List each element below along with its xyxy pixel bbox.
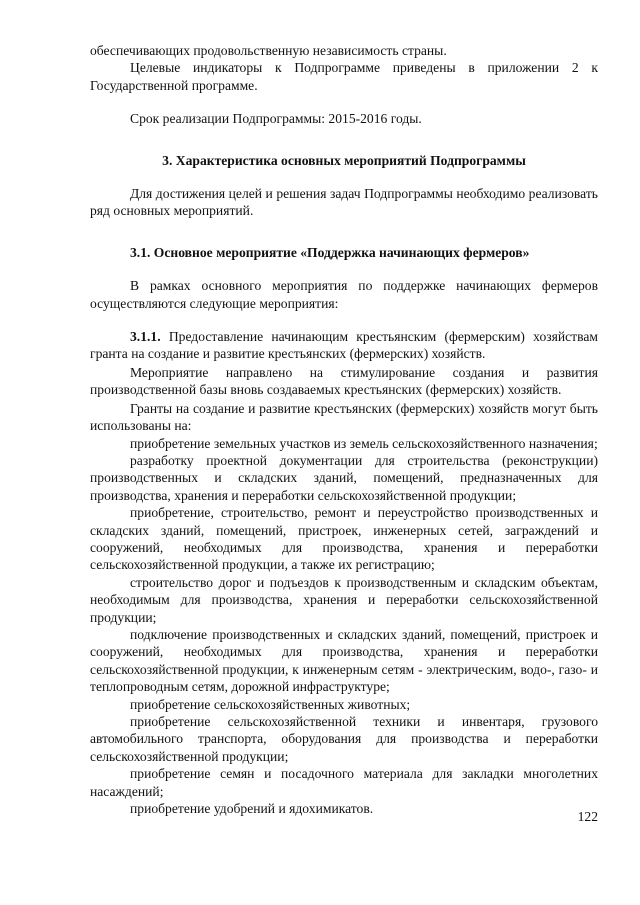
list-item: приобретение земельных участков из земель сельскохозяйственного назначения; — [130, 435, 598, 451]
document-body — [90, 42, 598, 817]
paragraph-item-3-1-1 — [90, 328, 598, 363]
page-number: 122 — [577, 809, 598, 824]
paragraph-target-indicators: Целевые индикаторы к Подпрограмме приведены в приложении 2 к Государственной программе. — [90, 60, 598, 93]
list-item: приобретение сельскохозяйственных животных; — [130, 696, 411, 712]
paragraph-goals: Для достижения целей и решения задач Подпрограммы необходимо реализовать ряд основных мероприятий. — [90, 186, 598, 219]
paragraph-grants-usage: Гранты на создание и развитие крестьянских (фермерских) хозяйств могут быть использованы на: — [90, 400, 598, 434]
list-item: приобретение сельскохозяйственной техники и инвентаря, грузового автомобильного транспорта, оборудования для производства и переработки сельскохозяйственной продукции; — [90, 714, 598, 764]
paragraph-measure-purpose: Мероприятие направлено на стимулирование создания и развития производственной базы вновь создаваемых крестьянских (фермерских) хозяйств. — [90, 364, 598, 398]
section-heading-3-1: 3.1. Основное мероприятие «Поддержка начинающих фермеров» — [130, 244, 530, 260]
item-number: 3.1.1. — [130, 329, 161, 345]
paragraph-measures-intro: В рамках основного мероприятия по поддержке начинающих фермеров осуществляются следующие мероприятия: — [90, 278, 598, 311]
section-heading-3: 3. Характеристика основных мероприятий Подпрограммы — [162, 152, 526, 168]
list-item: строительство дорог и подъездов к производственным и складским объектам, необходимым для производства, хранения и переработки сельскохозяйственной продукции; — [90, 574, 598, 625]
list-item: приобретение, строительство, ремонт и переустройство производственных и складских зданий, помещений, пристроек, инженерных сетей, заграждений и сооружений, необходимых для производства, хранения и переработки сельскохозяйственной продукции, а также их регистрацию; — [90, 505, 598, 573]
paragraph-continuation: обеспечивающих продовольственную независимость страны. — [90, 43, 447, 58]
paragraph-implementation-period: Срок реализации Подпрограммы: 2015-2016 годы. — [130, 111, 422, 127]
list-item: подключение производственных и складских зданий, помещений, пристроек и сооружений, необходимых для производства, хранения и переработки сельскохозяйственной продукции, к инженерным сетям - электрическим, водо-, газо- и теплопроводным сетям, дорожной инфраструктуре; — [90, 626, 598, 695]
list-item: приобретение удобрений и ядохимикатов. — [130, 801, 374, 817]
list-item: разработку проектной документации для строительства (реконструкции) производственных и складских зданий, помещений, предназначенных для производства, хранения и переработки сельскохозяйственной продукции; — [90, 452, 598, 503]
list-item: приобретение семян и посадочного материала для закладки многолетних насаждений; — [90, 766, 598, 799]
item-text: Предоставление начинающим крестьянским (фермерским) хозяйствам гранта на создание и развитие крестьянских (фермерских) хозяйств. — [90, 329, 598, 362]
